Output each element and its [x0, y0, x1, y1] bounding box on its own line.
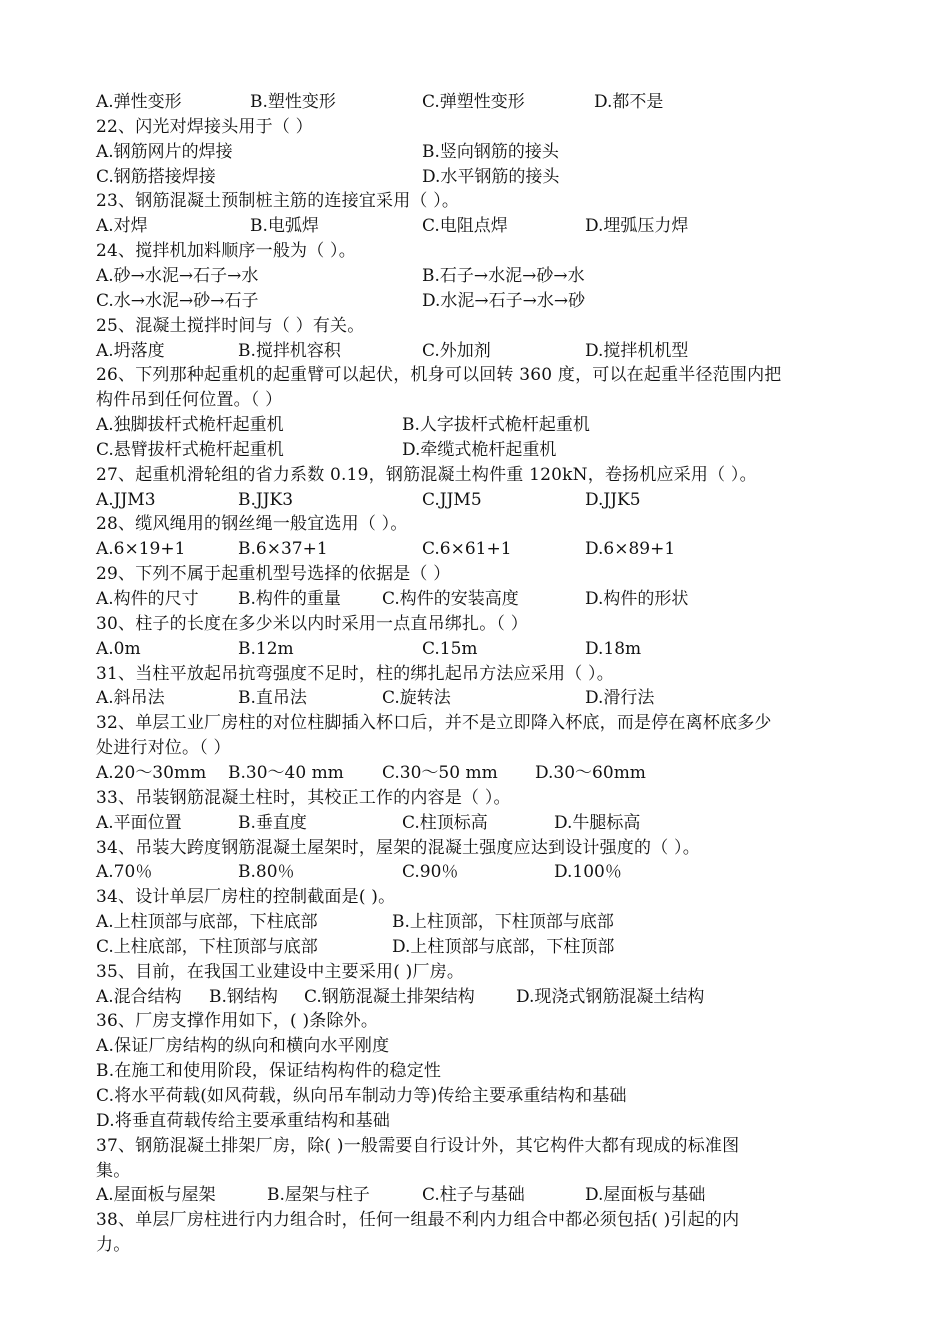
options-line	[96, 637, 866, 662]
option-text: B.电弧焊	[250, 216, 319, 237]
question-line: 29、下列不属于起重机型号选择的依据是（ ）	[96, 564, 451, 585]
option-text: A.JJM3	[96, 489, 156, 510]
options-line	[96, 935, 866, 960]
option-text: B.屋架与柱子	[267, 1185, 370, 1206]
option-text: C.旋转法	[382, 688, 451, 709]
question-line: 33、吊装钢筋混凝土柱时，其校正工作的内容是（ ）。	[96, 787, 511, 808]
option-text: D.水泥→石子→水→砂	[422, 290, 586, 311]
option-text: C.构件的安装高度	[382, 589, 519, 609]
option-text: D.水平钢筋的接头	[422, 166, 560, 187]
option-text: B.石子→水泥→砂→水	[422, 265, 585, 286]
question-line: 30、柱子的长度在多少米以内时采用一点直吊绑扎。（ ）	[96, 613, 528, 634]
option-text: D.都不是	[594, 92, 664, 112]
option-text: C.钢筋混凝土排架结构	[304, 986, 475, 1007]
options-line	[96, 289, 866, 314]
option-text: B.12m	[238, 638, 294, 659]
option-text: C.30～50 mm	[382, 762, 498, 783]
option-text: D.牛腿标高	[554, 812, 641, 833]
option-text: B.30～40 mm	[228, 762, 344, 783]
option-text: B.JJK3	[238, 489, 294, 510]
option-text: B.塑性变形	[250, 92, 336, 112]
option-text: B.竖向钢筋的接头	[422, 141, 559, 162]
option-text: A.构件的尺寸	[96, 589, 199, 609]
question-line: 处进行对位。（ ）	[96, 738, 231, 759]
option-text: C.电阻点焊	[422, 216, 508, 237]
option-text: D.6×89+1	[585, 539, 676, 560]
options-line	[96, 860, 866, 885]
question-line: A.保证厂房结构的纵向和横向水平刚度	[96, 1036, 390, 1057]
question-line: 28、缆风绳用的钢丝绳一般宜选用（ ）。	[96, 514, 408, 535]
option-text: D.100％	[554, 862, 622, 883]
question-line: 38、单层厂房柱进行内力组合时，任何一组最不利内力组合中都必须包括( )引起的内	[96, 1210, 740, 1231]
option-text: C.6×61+1	[422, 539, 512, 560]
option-text: B.钢结构	[209, 986, 278, 1007]
question-line: 24、搅拌机加料顺序一般为（ ）。	[96, 241, 356, 262]
options-line	[96, 214, 866, 239]
question-line: 22、闪光对焊接头用于（ ）	[96, 116, 313, 137]
options-line	[96, 264, 866, 289]
option-text: D.30～60mm	[535, 762, 646, 783]
option-text: B.搅拌机容积	[238, 340, 341, 361]
option-text: C.外加剂	[422, 340, 491, 361]
option-text: C.悬臂拔杆式桅杆起重机	[96, 439, 284, 460]
option-text: A.20～30mm	[96, 762, 207, 783]
question-line: 36、厂房支撑作用如下，( )条除外。	[96, 1011, 379, 1032]
option-text: C.水→水泥→砂→石子	[96, 290, 259, 311]
option-text: B.上柱顶部，下柱顶部与底部	[392, 912, 614, 933]
question-line: 25、混凝土搅拌时间与（ ）有关。	[96, 315, 365, 336]
question-line: 34、设计单层厂房柱的控制截面是( )。	[96, 887, 396, 908]
option-text: D.JJK5	[585, 489, 641, 510]
option-text: C.15m	[422, 638, 478, 659]
options-line	[96, 140, 866, 165]
option-text: C.弹塑性变形	[422, 92, 525, 112]
option-text: A.屋面板与屋架	[96, 1185, 216, 1206]
option-text: A.对焊	[96, 216, 148, 237]
option-text: A.上柱顶部与底部，下柱底部	[96, 912, 318, 933]
question-line: 31、当柱平放起吊抗弯强度不足时，柱的绑扎起吊方法应采用（ ）。	[96, 663, 614, 684]
option-text: B.直吊法	[238, 688, 307, 709]
option-text: A.6×19+1	[96, 539, 186, 560]
options-line	[96, 1183, 866, 1208]
option-text: C.柱子与基础	[422, 1185, 525, 1206]
option-text: B.人字拔杆式桅杆起重机	[402, 415, 590, 436]
options-line	[96, 488, 866, 513]
option-text: A.砂→水泥→石子→水	[96, 265, 259, 286]
option-text: C.90％	[402, 862, 459, 883]
question-line: 构件吊到任何位置。（ ）	[96, 390, 283, 411]
option-text: D.18m	[585, 638, 642, 659]
option-text: C.钢筋搭接焊接	[96, 166, 216, 187]
option-text: A.坍落度	[96, 340, 165, 361]
options-line	[96, 910, 866, 935]
option-text: D.现浇式钢筋混凝土结构	[516, 986, 705, 1007]
question-line: B.在施工和使用阶段，保证结构构件的稳定性	[96, 1061, 442, 1082]
options-line	[96, 537, 866, 562]
question-line: 32、单层工业厂房柱的对位柱脚插入杯口后，并不是立即降入杯底，而是停在离杯底多少	[96, 713, 772, 734]
option-text: D.滑行法	[585, 688, 655, 709]
question-line: 35、目前，在我国工业建设中主要采用( )厂房。	[96, 961, 465, 982]
question-line: 27、起重机滑轮组的省力系数 0.19，钢筋混凝土构件重 120kN，卷扬机应采用（ ）。	[96, 464, 757, 485]
question-line: 34、吊装大跨度钢筋混凝土屋架时，屋架的混凝土强度应达到设计强度的（ ）。	[96, 837, 700, 858]
options-line	[96, 339, 866, 364]
option-text: D.构件的形状	[585, 589, 689, 609]
option-text: D.埋弧压力焊	[585, 216, 689, 237]
option-text: A.混合结构	[96, 986, 182, 1007]
option-text: A.70％	[96, 862, 153, 883]
option-text: A.独脚拔杆式桅杆起重机	[96, 415, 284, 436]
option-text: D.上柱顶部与底部，下柱顶部	[392, 936, 615, 957]
options-line	[96, 413, 866, 438]
option-text: B.构件的重量	[238, 589, 341, 609]
option-text: C.柱顶标高	[402, 812, 488, 833]
question-line: C.将水平荷载(如风荷载，纵向吊车制动力等)传给主要承重结构和基础	[96, 1086, 627, 1106]
options-line	[96, 811, 866, 836]
option-text: D.搅拌机机型	[585, 340, 689, 361]
question-line: D.将垂直荷载传给主要承重结构和基础	[96, 1110, 391, 1131]
option-text: A.0m	[96, 638, 141, 659]
question-line: 37、钢筋混凝土排架厂房，除( )一般需要自行设计外，其它构件大都有现成的标准图	[96, 1135, 740, 1156]
question-line: 力。	[96, 1235, 131, 1256]
option-text: B.6×37+1	[238, 539, 328, 560]
question-line: 集。	[96, 1160, 131, 1181]
options-line	[96, 761, 866, 786]
option-text: C.上柱底部，下柱顶部与底部	[96, 936, 318, 957]
options-line	[96, 985, 866, 1010]
option-text: A.平面位置	[96, 812, 182, 833]
option-text: B.80％	[238, 862, 295, 883]
option-text: B.垂直度	[238, 812, 307, 833]
question-line: 23、钢筋混凝土预制桩主筋的连接宜采用（ ）。	[96, 191, 460, 212]
option-text: A.斜吊法	[96, 688, 165, 709]
option-text: A.弹性变形	[96, 92, 182, 112]
option-text: D.牵缆式桅杆起重机	[402, 439, 557, 460]
options-line	[96, 587, 866, 612]
options-line	[96, 438, 866, 463]
option-text: C.JJM5	[422, 489, 482, 510]
question-line: 26、下列那种起重机的起重臂可以起伏，机身可以回转 360 度，可以在起重半径范围内把	[96, 365, 782, 386]
options-line	[96, 165, 866, 190]
options-line	[96, 90, 866, 115]
options-line	[96, 686, 866, 711]
option-text: D.屋面板与基础	[585, 1185, 706, 1206]
option-text: A.钢筋网片的焊接	[96, 141, 233, 162]
